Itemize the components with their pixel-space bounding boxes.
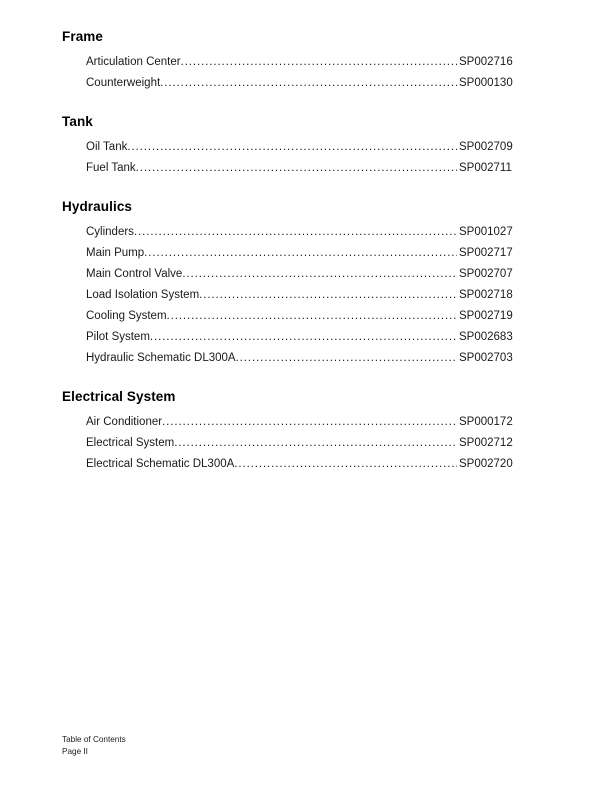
toc-entry[interactable] bbox=[86, 73, 517, 94]
toc-entry-title: Hydraulic Schematic DL300A bbox=[86, 352, 236, 364]
toc-entry[interactable] bbox=[86, 306, 517, 327]
toc-section-heading: Tank bbox=[62, 114, 93, 129]
toc-section-heading: Electrical System bbox=[62, 389, 176, 404]
toc-entry[interactable] bbox=[86, 348, 517, 369]
toc-entry-page-number: SP002712 bbox=[459, 437, 513, 449]
toc-entry[interactable] bbox=[86, 285, 517, 306]
toc-entry-page-number: SP002711 bbox=[459, 162, 512, 174]
toc-entry-title: Pilot System bbox=[86, 331, 150, 343]
toc-entry-page-number: SP002719 bbox=[459, 310, 513, 322]
toc-entry[interactable] bbox=[86, 158, 517, 179]
toc-dot-leader bbox=[127, 137, 457, 158]
toc-entry-list bbox=[62, 52, 517, 94]
toc-dot-leader bbox=[181, 52, 457, 73]
table-of-contents bbox=[62, 28, 517, 475]
toc-entry[interactable] bbox=[86, 454, 517, 475]
toc-entry-list bbox=[62, 137, 517, 179]
toc-entry-page-number: SP002709 bbox=[459, 141, 513, 153]
toc-entry-page-number: SP000130 bbox=[459, 77, 513, 89]
toc-entry[interactable] bbox=[86, 264, 517, 285]
toc-entry[interactable] bbox=[86, 137, 517, 158]
toc-entry-page-number: SP002683 bbox=[459, 331, 513, 343]
toc-dot-leader bbox=[199, 285, 457, 306]
toc-section-heading: Hydraulics bbox=[62, 199, 133, 214]
toc-entry-title: Oil Tank bbox=[86, 141, 128, 153]
toc-entry-title: Air Conditioner bbox=[86, 416, 163, 428]
toc-entry-title: Fuel Tank bbox=[86, 162, 136, 174]
toc-dot-leader bbox=[144, 243, 457, 264]
toc-entry-title: Articulation Center bbox=[86, 56, 181, 68]
toc-section-heading: Frame bbox=[62, 29, 104, 44]
toc-dot-leader bbox=[234, 454, 457, 475]
toc-section bbox=[62, 28, 517, 94]
toc-entry-title: Load Isolation System bbox=[86, 289, 200, 301]
toc-dot-leader bbox=[160, 73, 457, 94]
toc-entry-title: Counterweight bbox=[86, 77, 161, 89]
toc-entry-title: Electrical Schematic DL300A bbox=[86, 458, 235, 470]
toc-entry-list bbox=[62, 412, 517, 475]
toc-entry-page-number: SP001027 bbox=[459, 226, 513, 238]
toc-entry-title: Electrical System bbox=[86, 437, 175, 449]
toc-entry[interactable] bbox=[86, 433, 517, 454]
toc-dot-leader bbox=[167, 306, 457, 327]
toc-entry-page-number: SP000172 bbox=[459, 416, 513, 428]
toc-section bbox=[62, 198, 517, 369]
toc-entry-page-number: SP002716 bbox=[459, 56, 513, 68]
toc-entry-page-number: SP002703 bbox=[459, 352, 513, 364]
toc-entry-page-number: SP002707 bbox=[459, 268, 513, 280]
toc-entry-page-number: SP002718 bbox=[459, 289, 513, 301]
toc-entry-title: Cooling System bbox=[86, 310, 167, 322]
toc-entry-page-number: SP002720 bbox=[459, 458, 513, 470]
toc-section bbox=[62, 388, 517, 475]
toc-entry-page-number: SP002717 bbox=[459, 247, 513, 259]
toc-dot-leader bbox=[236, 348, 457, 369]
footer-document-title: Table of Contents bbox=[62, 735, 126, 744]
page-footer bbox=[62, 734, 126, 757]
toc-entry[interactable] bbox=[86, 243, 517, 264]
footer-page-number: Page II bbox=[62, 746, 88, 756]
toc-entry[interactable] bbox=[86, 412, 517, 433]
toc-dot-leader bbox=[174, 433, 457, 454]
toc-entry-list bbox=[62, 222, 517, 369]
toc-dot-leader bbox=[162, 412, 457, 433]
toc-dot-leader bbox=[136, 158, 457, 179]
toc-dot-leader bbox=[182, 264, 457, 285]
toc-entry-title: Main Pump bbox=[86, 247, 145, 259]
toc-entry[interactable] bbox=[86, 327, 517, 348]
toc-entry[interactable] bbox=[86, 222, 517, 243]
toc-entry-title: Main Control Valve bbox=[86, 268, 183, 280]
toc-dot-leader bbox=[134, 222, 457, 243]
toc-dot-leader bbox=[150, 327, 457, 348]
toc-section bbox=[62, 113, 517, 179]
toc-entry[interactable] bbox=[86, 52, 517, 73]
toc-entry-title: Cylinders bbox=[86, 226, 134, 238]
